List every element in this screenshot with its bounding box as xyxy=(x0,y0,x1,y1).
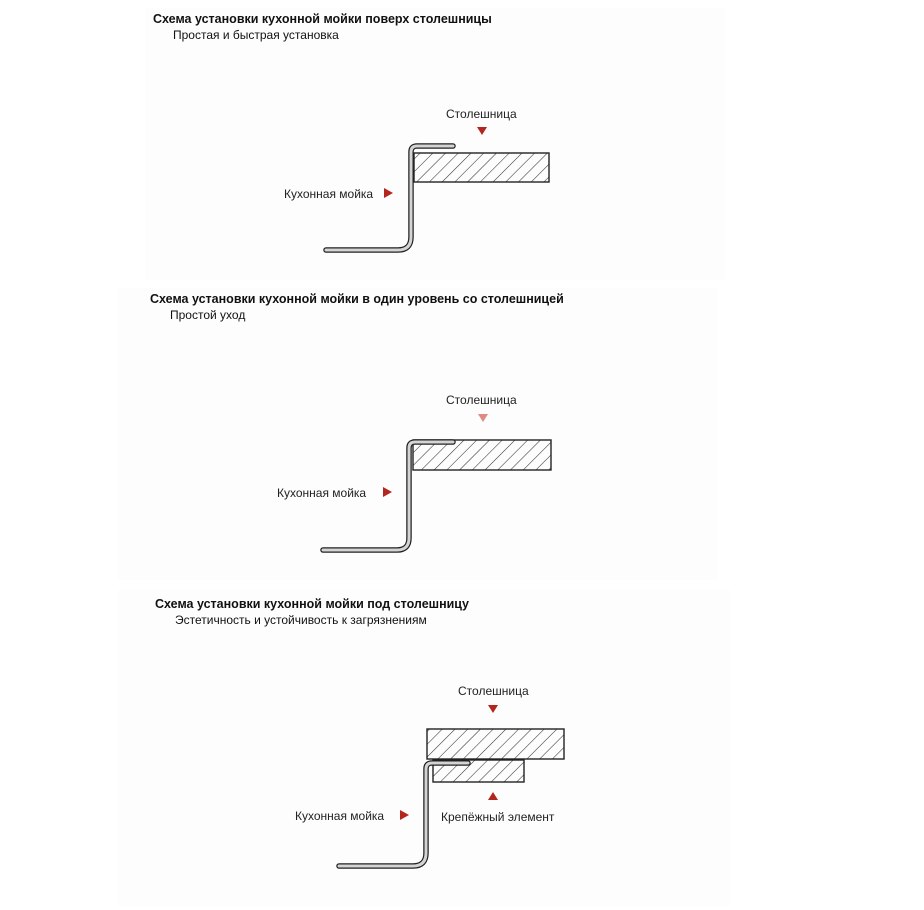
sink-label: Кухонная мойка xyxy=(284,187,374,201)
diagram-title: Схема установки кухонной мойки под столешницу xyxy=(155,597,469,611)
sink-arrow xyxy=(383,487,392,497)
countertop-slab xyxy=(414,153,549,182)
fastener-label: Крепёжный элемент xyxy=(441,810,555,824)
sink-arrow xyxy=(400,810,409,820)
diagram-subtitle: Эстетичность и устойчивость к загрязнениям xyxy=(175,613,427,627)
countertop-slab xyxy=(427,729,564,759)
diagram-title: Схема установки кухонной мойки в один уровень со столешницей xyxy=(150,292,564,306)
fastener-arrow xyxy=(488,792,498,800)
diagram-subtitle: Простой уход xyxy=(170,308,246,322)
sink-arrow xyxy=(384,188,393,198)
countertop-label: Столешница xyxy=(446,107,517,121)
countertop-arrow xyxy=(477,127,487,135)
countertop-arrow xyxy=(478,414,488,422)
countertop-label: Столешница xyxy=(446,393,517,407)
diagram-title: Схема установки кухонной мойки поверх столешницы xyxy=(153,12,492,26)
diagram-subtitle: Простая и быстрая установка xyxy=(173,28,339,42)
countertop-label: Столешница xyxy=(458,684,529,698)
countertop-arrow xyxy=(488,705,498,713)
sink-label: Кухонная мойка xyxy=(295,809,385,823)
sink-label: Кухонная мойка xyxy=(277,486,367,500)
